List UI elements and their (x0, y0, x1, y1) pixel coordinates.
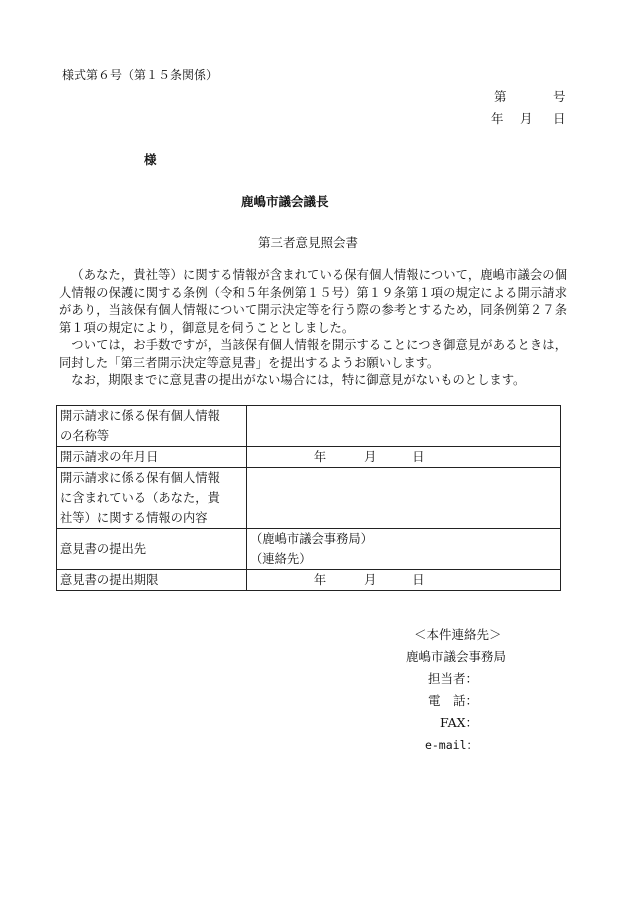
row4-value-cell[interactable] (247, 529, 561, 570)
row1-label-line1: 開示請求に係る保有個人情報 (60, 409, 220, 423)
document-number-prefix: 第 (494, 89, 507, 104)
info-table (56, 405, 561, 591)
row4-value-line1: （鹿嶋市議会事務局） (250, 532, 373, 546)
row5-year: 年 (313, 573, 327, 587)
form-number-label: 様式第６号（第１５条関係） (62, 68, 219, 82)
body-paragraph-1: （あなた，貴社等）に関する情報が含まれている保有個人情報について，鹿嶋市議会の個人情報の保護に関する条例（令和５年条例第１５号）第１９条第１項の規定による開示請求があり，当該保有個人情報について開示決定等を行う際の参考とするため，同条例第２７条第１項の規定により，御意見を伺うこととしました。 (59, 268, 567, 335)
contact-phone-label: 電 話： (427, 693, 478, 708)
row2-year: 年 (313, 450, 327, 464)
row2-date-cell[interactable] (247, 447, 561, 468)
row4-value-line2: （連絡先） (250, 552, 312, 566)
table-label-cell (57, 468, 247, 529)
row5-day: 日 (412, 573, 425, 587)
date-month-label: 月 (520, 111, 533, 126)
row3-label-line1: 開示請求に係る保有個人情報 (60, 471, 220, 485)
table-label-cell (57, 406, 247, 447)
date-day-label: 日 (553, 111, 566, 126)
table-row (57, 447, 561, 468)
body-paragraph-3: なお，期限までに意見書の提出がない場合には，特に御意見がないものとします。 (71, 373, 526, 387)
row5-month: 月 (364, 573, 377, 587)
date-year-label: 年 (491, 111, 504, 126)
row4-label: 意見書の提出先 (57, 529, 247, 570)
document-number-suffix: 号 (553, 89, 566, 104)
addressee-honorific: 様 (144, 152, 157, 167)
row2-day: 日 (412, 450, 425, 464)
table-row (57, 570, 561, 591)
row1-label-line2: の名称等 (60, 429, 110, 443)
row5-date-cell[interactable] (247, 570, 561, 591)
table-row (57, 406, 561, 447)
contact-person-label: 担当者： (427, 671, 478, 686)
contact-office: 鹿嶋市議会事務局 (406, 649, 507, 664)
contact-fax-label: FAX： (439, 715, 478, 730)
table-row (57, 529, 561, 570)
row3-label-line2: に含まれている（あなた，貴 (60, 491, 220, 505)
row2-label: 開示請求の年月日 (57, 447, 247, 468)
document-title: 第三者意見照会書 (258, 235, 359, 250)
row2-month: 月 (364, 450, 377, 464)
contact-block (406, 624, 506, 756)
row3-label-line3: 社等）に関する情報の内容 (60, 511, 208, 525)
contact-heading: ＜本件連絡先＞ (414, 627, 502, 642)
row5-label: 意見書の提出期限 (57, 570, 247, 591)
body-paragraph-2: ついては，お手数ですが，当該保有個人情報を開示することにつき御意見があるときは，同封した「第三者開示決定等意見書」を提出するようお願いします。 (59, 338, 567, 370)
table-row (57, 468, 561, 529)
sender-name: 鹿嶋市議会議長 (241, 194, 329, 209)
row1-value-cell[interactable] (247, 406, 561, 447)
row3-value-cell[interactable] (247, 468, 561, 529)
contact-email-label: e-mail： (424, 738, 478, 752)
